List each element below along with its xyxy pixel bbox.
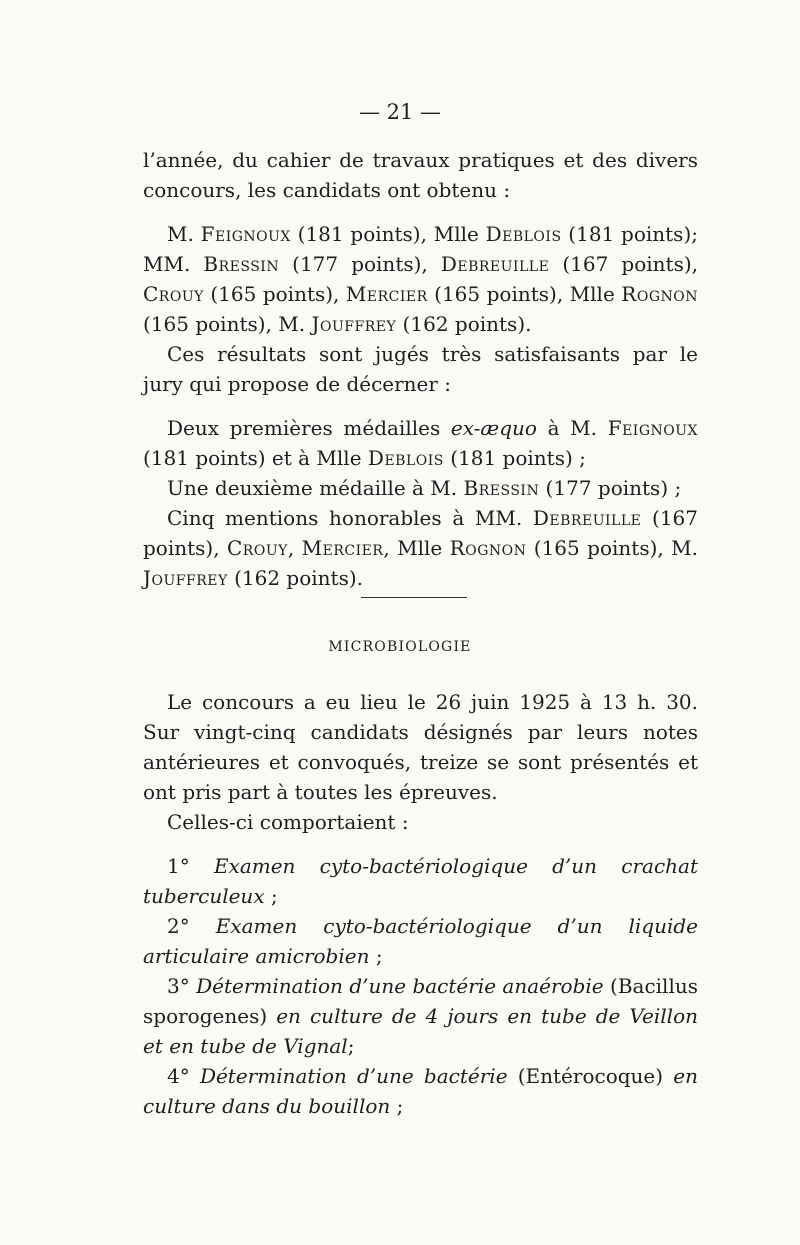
name-smallcaps: Feignoux bbox=[607, 416, 698, 440]
text-run: (Bacillus sporogenes) bbox=[143, 974, 698, 1028]
test-item-4 bbox=[143, 1061, 698, 1121]
italic-text: ex-æquo bbox=[450, 416, 537, 440]
results-section bbox=[143, 145, 698, 593]
microbiology-section bbox=[143, 687, 698, 1121]
test-item-1 bbox=[143, 851, 698, 911]
page-number: — 21 — bbox=[358, 100, 442, 124]
name-smallcaps: Crouy bbox=[143, 282, 204, 306]
text-run: Une deuxième médaille à M. bbox=[167, 476, 464, 500]
name-smallcaps: Deblois bbox=[367, 446, 444, 470]
text-run: à M. bbox=[536, 416, 608, 440]
italic-text: Détermination d’une bactérie bbox=[199, 1064, 508, 1088]
name-smallcaps: Mercier bbox=[301, 536, 384, 560]
name-smallcaps: Deblois bbox=[485, 222, 562, 246]
text-run: M. bbox=[167, 222, 201, 246]
text-run: (181 points) et à Mlle bbox=[143, 446, 368, 470]
text-run: (177 points), bbox=[279, 252, 441, 276]
intro-paragraph: l’année, du cahier de travaux pratiques et des divers concours, les candidats ont obtenu : bbox=[143, 148, 698, 202]
text-run: ; bbox=[347, 1034, 355, 1058]
text-run: Deux premières médailles bbox=[167, 416, 451, 440]
name-smallcaps: Bressin bbox=[203, 252, 280, 276]
jury-paragraph: Ces résultats sont jugés très satisfaisants par le jury qui propose de décerner : bbox=[143, 342, 698, 396]
name-smallcaps: Jouffrey bbox=[311, 312, 397, 336]
text-run: 3° bbox=[167, 974, 197, 998]
italic-text: Examen cyto-bactériologique d’un liquide articulaire amicrobien bbox=[143, 914, 698, 968]
second-medal-paragraph bbox=[143, 473, 698, 503]
text-run: ; bbox=[264, 884, 278, 908]
first-medals-paragraph bbox=[143, 413, 698, 473]
text-run: (167 points), bbox=[143, 506, 698, 560]
italic-text: en culture de 4 jours en tube de Veillon et en tube de Vignal bbox=[143, 1004, 698, 1058]
section-divider bbox=[361, 597, 467, 598]
name-smallcaps: Crouy bbox=[227, 536, 288, 560]
honorable-mentions-paragraph bbox=[143, 503, 698, 593]
test-item-2 bbox=[143, 911, 698, 971]
text-run: 4° bbox=[167, 1064, 200, 1088]
text-run: Cinq mentions honorables à MM. bbox=[167, 506, 533, 530]
text-run: (Entérocoque) bbox=[507, 1064, 674, 1088]
name-smallcaps: Feignoux bbox=[200, 222, 291, 246]
name-smallcaps: Bressin bbox=[463, 476, 540, 500]
text-run: (181 points); MM. bbox=[143, 222, 698, 276]
name-smallcaps: Debreuille bbox=[532, 506, 642, 530]
text-run: (177 points) ; bbox=[539, 476, 682, 500]
tests-intro: Celles-ci comportaient : bbox=[167, 810, 409, 834]
text-run: ; bbox=[369, 944, 383, 968]
text-run: (165 points), M. bbox=[143, 312, 312, 336]
text-run: (181 points), Mlle bbox=[290, 222, 486, 246]
text-run: , bbox=[287, 536, 302, 560]
contest-paragraph: Le concours a eu lieu le 26 juin 1925 à 13 h. 30. Sur vingt-cinq candidats désignés par leurs notes antérieures et convoqués, treize se sont présentés et ont pris part à toutes les épreuves. bbox=[143, 690, 698, 804]
italic-text: Détermination d’une bactérie anaérobie bbox=[196, 974, 604, 998]
text-run: (167 points), bbox=[549, 252, 698, 276]
text-run: (165 points), Mlle bbox=[427, 282, 622, 306]
name-smallcaps: Debreuille bbox=[440, 252, 550, 276]
text-run: (162 points). bbox=[396, 312, 532, 336]
scores-paragraph bbox=[143, 219, 698, 339]
text-run: (165 points), M. bbox=[526, 536, 698, 560]
test-item-3 bbox=[143, 971, 698, 1061]
text-run: (165 points), bbox=[203, 282, 346, 306]
name-smallcaps: Jouffrey bbox=[143, 566, 228, 590]
name-smallcaps: Rognon bbox=[449, 536, 527, 560]
text-run: 2° bbox=[167, 914, 216, 938]
italic-text: Examen cyto-bactériologique d’un crachat tuberculeux bbox=[143, 854, 698, 908]
name-smallcaps: Mercier bbox=[345, 282, 428, 306]
text-run: 1° bbox=[167, 854, 214, 878]
text-run: ; bbox=[390, 1094, 404, 1118]
text-run: (181 points) ; bbox=[443, 446, 586, 470]
text-run: , Mlle bbox=[383, 536, 450, 560]
italic-text: en culture dans du bouillon bbox=[143, 1064, 698, 1118]
section-heading: MICROBIOLOGIE bbox=[328, 639, 472, 655]
text-run: (162 points). bbox=[227, 566, 364, 590]
name-smallcaps: Rognon bbox=[621, 282, 698, 306]
